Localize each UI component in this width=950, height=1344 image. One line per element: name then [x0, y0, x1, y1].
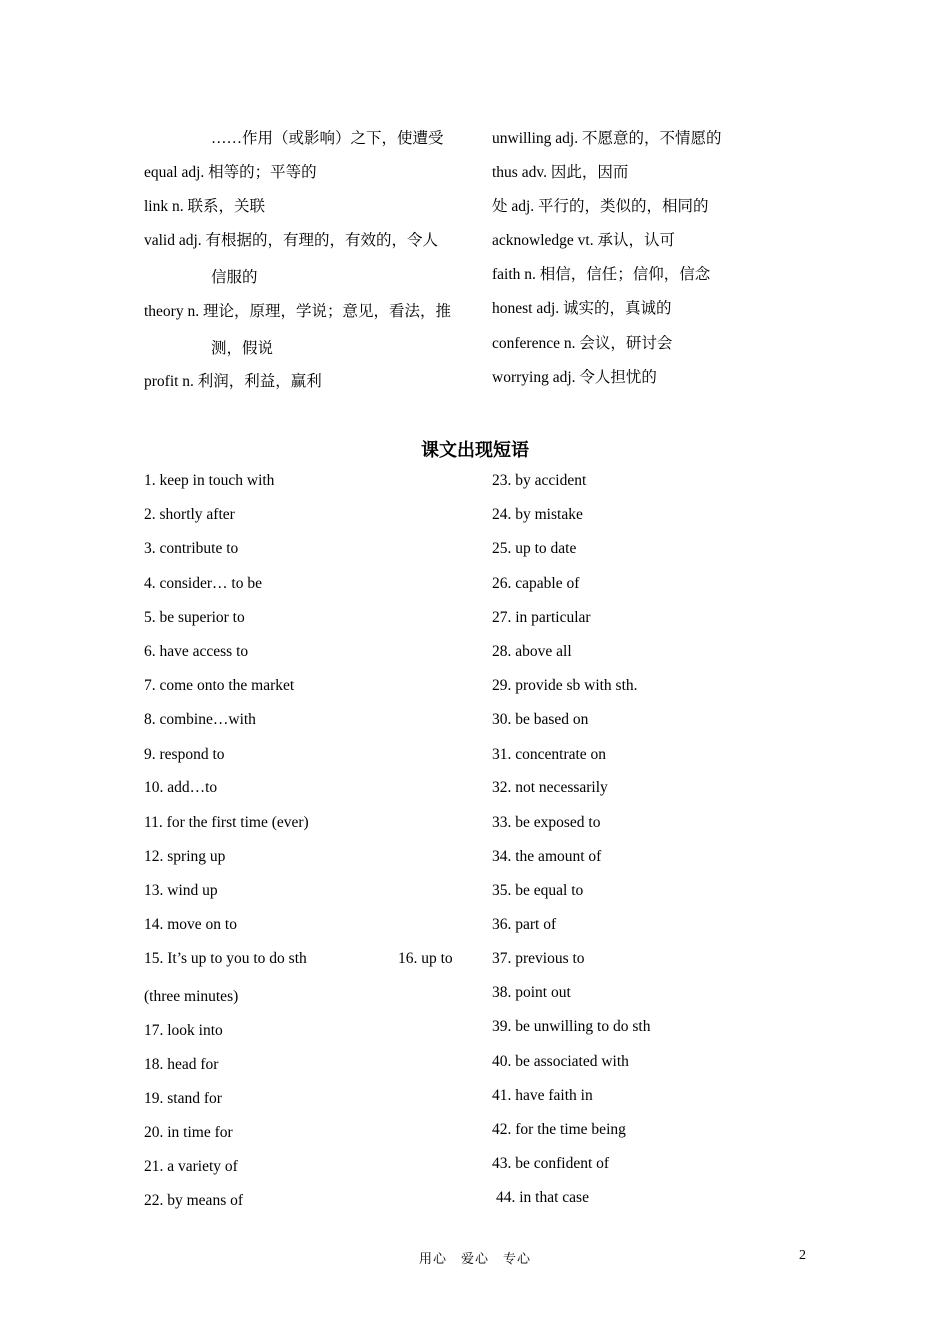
phrase-item: 4. consider… to be: [144, 575, 262, 592]
phrase-item: 39. be unwilling to do sth: [492, 1018, 651, 1035]
phrase-item: 16. up to: [398, 950, 453, 967]
phrase-item: 7. come onto the market: [144, 677, 295, 694]
phrase-item: 15. It’s up to you to do sth: [144, 950, 307, 967]
phrase-item: 30. be based on: [492, 711, 589, 728]
phrase-item: 37. previous to: [492, 950, 585, 967]
phrase-item: 10. add…to: [144, 779, 218, 796]
vocab-item: valid adj. 有根据的，有理的，有效的，令人: [144, 232, 439, 249]
vocab-item: equal adj. 相等的；平等的: [144, 164, 317, 181]
phrase-item: 42. for the time being: [492, 1121, 626, 1138]
phrase-item: 43. be confident of: [492, 1155, 610, 1172]
phrase-item: 6. have access to: [144, 643, 249, 660]
vocab-item: thus adv. 因此，因而: [492, 164, 629, 181]
phrase-item: 44. in that case: [496, 1189, 589, 1206]
vocab-item: worrying adj. 令人担忧的: [492, 369, 657, 386]
phrase-item-continued: (three minutes): [144, 988, 239, 1005]
phrase-item: 22. by means of: [144, 1192, 244, 1209]
phrase-item: 32. not necessarily: [492, 779, 608, 796]
phrase-item: 24. by mistake: [492, 506, 583, 523]
phrase-item: 13. wind up: [144, 882, 218, 899]
vocab-item: unwilling adj. 不愿意的，不情愿的: [492, 130, 722, 147]
vocab-item: conference n. 会议，研讨会: [492, 335, 673, 352]
phrase-item: 36. part of: [492, 916, 557, 933]
phrase-item: 25. up to date: [492, 540, 577, 557]
phrase-item: 20. in time for: [144, 1124, 233, 1141]
phrase-item: 26. capable of: [492, 575, 580, 592]
section-title: 课文出现短语: [421, 440, 529, 461]
vocab-item: faith n. 相信，信任；信仰，信念: [492, 266, 711, 283]
vocab-item: 处 adj. 平行的，类似的，相同的: [492, 198, 709, 215]
phrase-item: 35. be equal to: [492, 882, 584, 899]
phrase-item: 11. for the first time (ever): [144, 814, 309, 831]
phrase-item: 5. be superior to: [144, 609, 245, 626]
phrase-item: 27. in particular: [492, 609, 591, 626]
vocab-item: honest adj. 诚实的，真诚的: [492, 300, 672, 317]
phrase-item: 14. move on to: [144, 916, 237, 933]
phrase-item: 38. point out: [492, 984, 571, 1001]
phrase-item: 34. the amount of: [492, 848, 602, 865]
vocab-item-continued: 信服的: [211, 269, 258, 286]
phrase-item: 41. have faith in: [492, 1087, 593, 1104]
page-footer: 用心 爱心 专心: [418, 1252, 531, 1267]
phrase-item: 3. contribute to: [144, 540, 239, 557]
phrase-item: 31. concentrate on: [492, 746, 607, 763]
phrase-item: 1. keep in touch with: [144, 472, 275, 489]
phrase-item: 23. by accident: [492, 472, 587, 489]
vocab-item: profit n. 利润，利益，赢利: [144, 373, 322, 390]
vocab-item: theory n. 理论，原理，学说；意见，看法，推: [144, 303, 451, 320]
phrase-item: 40. be associated with: [492, 1053, 629, 1070]
phrase-item: 19. stand for: [144, 1090, 222, 1107]
phrase-item: 12. spring up: [144, 848, 226, 865]
phrase-item: 28. above all: [492, 643, 572, 660]
phrase-item: 8. combine…with: [144, 711, 256, 728]
phrase-item: 29. provide sb with sth.: [492, 677, 638, 694]
vocab-item: link n. 联系，关联: [144, 198, 265, 215]
page-number: 2: [799, 1248, 806, 1263]
vocab-item-continued: 测，假说: [211, 340, 274, 357]
vocab-item: acknowledge vt. 承认，认可: [492, 232, 675, 249]
phrase-item: 18. head for: [144, 1056, 219, 1073]
phrase-item: 2. shortly after: [144, 506, 235, 523]
phrase-item: 17. look into: [144, 1022, 223, 1039]
phrase-item: 9. respond to: [144, 746, 225, 763]
phrase-item: 33. be exposed to: [492, 814, 601, 831]
vocab-item: ……作用（或影响）之下，使遭受: [211, 130, 444, 147]
phrase-item: 21. a variety of: [144, 1158, 238, 1175]
